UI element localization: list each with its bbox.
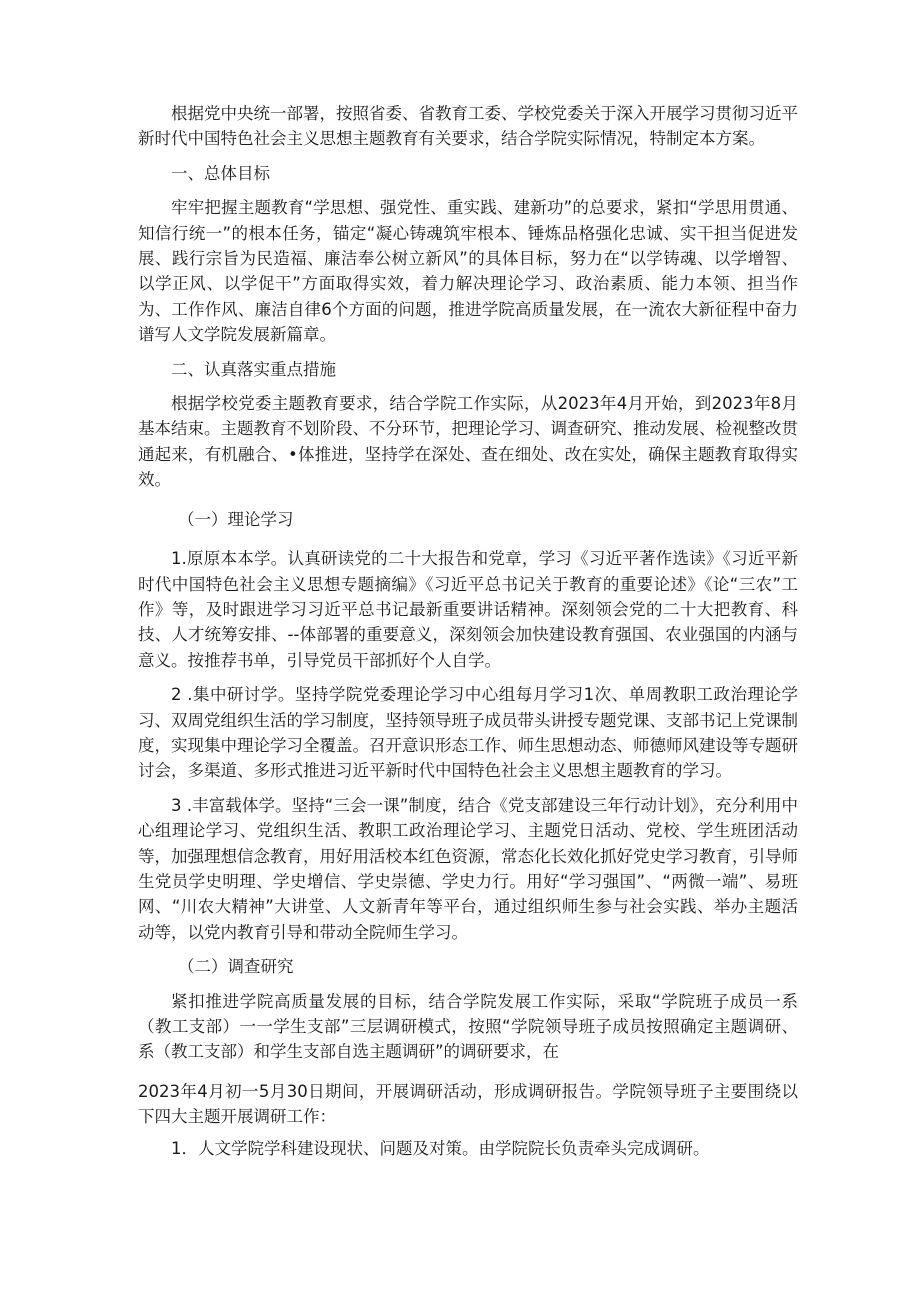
subsection-heading-theory-study: （一）理论学习 [178,509,294,529]
research-paragraph-1: 紧扣推进学院高质量发展的目标，结合学院发展工作实际，采取“学院班子成员一系（教工支部）一一学生支部”三层调研模式，按照“学院领导班子成员按照确定主题调研、系（教工支部）和学生支部自选主题调研”的调研要求，在 [138,991,798,1062]
document-body [138,101,798,1161]
overall-goal-paragraph: 牢牢把握主题教育“学思想、强党性、重实践、建新功”的总要求，紧扣“学思用贯通、知信行统一”的根本任务，锚定“凝心铸魂筑牢根本、锤炼品格强化忠诚、实干担当促进发展、践行宗旨为民造福、廉洁奉公树立新风”的具体目标，努力在“以学铸魂、以学增智、以学正风、以学促干”方面取得实效，着力解决理论学习、政治素质、能力本领、担当作为、工作作风、廉洁自律6个方面的问题，推进学院高质量发展，在一流农大新征程中奋力谱写人文学院发展新篇章。 [138,198,798,345]
theory-study-item-2: 2 .集中研讨学。坚持学院党委理论学习中心组每月学习1次、单周教职工政治理论学习、双周党组织生活的学习制度，坚持领导班子成员带头讲授专题党课、支部书记上党课制度，实现集中理论学习全覆盖。召开意识形态工作、师生思想动态、师德师风建设等专题研讨会，多渠道、多形式推进习近平新时代中国特色社会主义思想主题教育的学习。 [138,685,798,781]
research-item-1: 1．人文学院学科建设现状、问题及对策。由学院院长负责牵头完成调研。 [171,1138,710,1158]
subsection-heading-research: （二）调查研究 [178,957,294,977]
section-heading-overall-goal: 一、总体目标 [171,163,270,183]
intro-paragraph: 根据党中央统一部署，按照省委、省教育工委、学校党委关于深入开展学习贯彻习近平新时代中国特色社会主义思想主题教育有关要求，结合学院实际情况，特制定本方案。 [138,104,798,149]
theory-study-item-1: 1.原原本本学。认真研读党的二十大报告和党章，学习《习近平著作选读》《习近平新时代中国特色社会主义思想专题摘编》《习近平总书记关于教育的重要论述》《论“三农”工作》等，及时跟进学习习近平总书记最新重要讲话精神。深刻领会党的二十大把教育、科技、人才统筹安排、--体部署的重要意义，深刻领会加快建设教育强国、农业强国的内涵与意义。按推荐书单，引导党员干部抓好个人自学。 [138,549,798,670]
research-paragraph-2: 2023年4月初一5月30日期间，开展调研活动，形成调研报告。学院领导班子主要围绕以下四大主题开展调研工作： [138,1081,798,1127]
theory-study-item-3: 3 .丰富载体学。坚持“三会一课”制度，结合《党支部建设三年行动计划》，充分利用中心组理论学习、党组织生活、教职工政治理论学习、主题党日活动、党校、学生班团活动等，加强理想信念教育，用好用活校本红色资源，常态化长效化抓好党史学习教育，引导师生党员学史明理、学史增信、学史崇德、学史力行。用好“学习强国”、“两微一端”、易班网、“川农大精神”大讲堂、人文新青年等平台，通过组织师生参与社会实践、举办主题活动等，以党内教育引导和带动全院师生学习。 [138,795,798,942]
section-heading-key-measures: 二、认真落实重点措施 [171,359,336,379]
key-measures-paragraph: 根据学校党委主题教育要求，结合学院工作实际，从2023年4月开始，到2023年8月基本结束。主题教育不划阶段、不分环节，把理论学习、调查研究、推动发展、检视整改贯通起来，有机融合、•体推进，坚持学在深处、查在细处、改在实处，确保主题教育取得实效。 [138,394,798,490]
